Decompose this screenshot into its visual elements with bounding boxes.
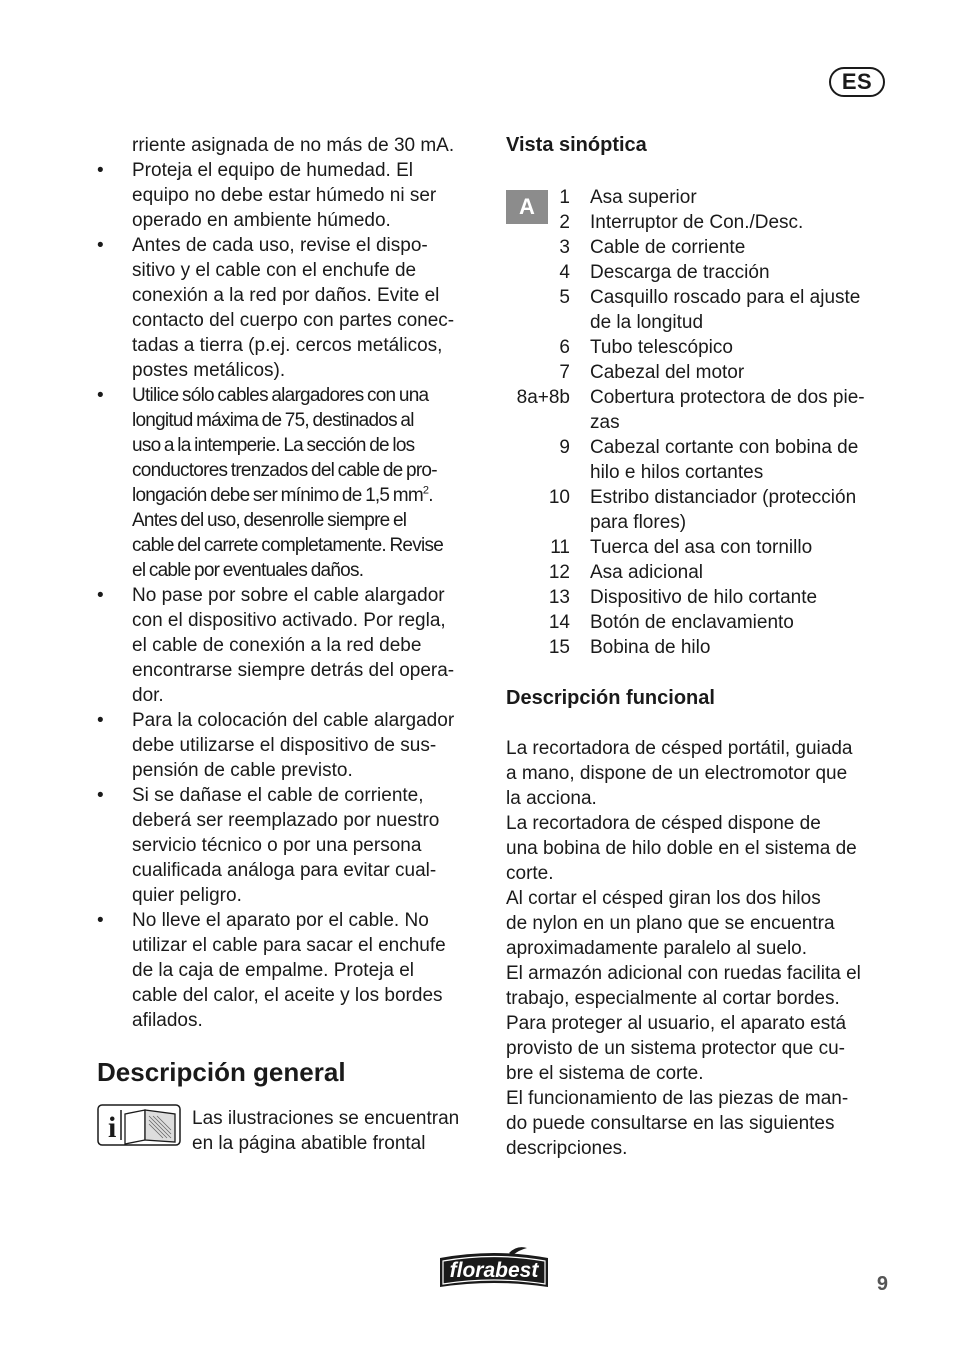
part-number: 10: [548, 487, 570, 508]
part-item: [506, 485, 896, 535]
part-item: [506, 435, 896, 485]
part-label: Asa adicional: [590, 562, 704, 583]
part-item: [506, 535, 896, 560]
part-item: [506, 360, 896, 385]
info-text: Las ilustraciones se encuentran en la página abatible frontal: [192, 1108, 460, 1154]
language-badge: ES: [829, 67, 885, 97]
bullet-text: No lleve el aparato por el cable. No utilizar el cable para sacar el enchufe de la caja de empalme. Proteja el cable del calor, el aceite y los bordes afilados.: [132, 910, 446, 1031]
part-item: [506, 235, 896, 260]
function-description: La recortadora de césped portátil, guiada a mano, dispone de un electromotor que la acciona. La recortadora de césped dispone de una bobina de hilo doble en el sistema de corte. Al cortar el césped giran los dos hilos de nylon en un plano que se encuentra aproximadamente paralelo al suelo. El armazón adicional con ruedas facilita el trabajo, especialmente al cortar bordes. Para proteger al usuario, el aparato está provisto de un sistema protector que cu- bre el sistema de corte. El funcionamiento de las piezas de man- do puede consultarse en las siguientes descripciones.: [506, 738, 861, 1159]
superscript: 2: [422, 484, 429, 497]
part-label: Cobertura protectora de dos pie- zas: [590, 387, 865, 433]
bullet-text: Para la colocación del cable alargador debe utilizarse el dispositivo de sus- pensión de cable previsto.: [132, 710, 455, 781]
bullet-item: [97, 708, 483, 783]
safety-bullet-list: [97, 158, 483, 1033]
part-number: 11: [550, 537, 570, 558]
part-number: 8a+8b: [516, 387, 570, 408]
bullet-text-after: . Antes del uso, desenrolle siempre el cable del carrete completamente. Revise el cable por eventuales daños.: [132, 485, 444, 581]
part-number: 1: [559, 187, 570, 208]
right-column: [506, 133, 896, 1161]
bullet-dot: •: [97, 710, 104, 731]
bullet-item: [97, 908, 483, 1033]
parts-list: [506, 185, 896, 660]
part-label: Botón de enclavamiento: [590, 612, 794, 633]
page-number: 9: [876, 1273, 888, 1295]
part-number: 12: [548, 562, 570, 583]
part-number: 13: [548, 587, 570, 608]
part-number: 5: [559, 287, 570, 308]
part-item: [506, 610, 896, 635]
bullet-dot: •: [97, 585, 104, 606]
bullet-dot: •: [97, 910, 104, 931]
part-label: Asa superior: [590, 187, 697, 208]
part-label: Tubo telescópico: [590, 337, 733, 358]
florabest-logo: [437, 1244, 551, 1289]
bullet-item: [97, 233, 483, 383]
part-item: [506, 335, 896, 360]
part-label: Bobina de hilo: [590, 637, 711, 658]
overview-title: Vista sinóptica: [506, 134, 647, 156]
part-item: [506, 385, 896, 435]
bullet-text: Si se dañase el cable de corriente, deberá ser reemplazado por nuestro servicio técnico o por una persona cualificada análoga para evitar cual- quier peligro.: [132, 785, 440, 906]
svg-text:i: i: [108, 1111, 117, 1144]
part-number: 2: [559, 212, 570, 233]
bullet-dot: •: [97, 785, 104, 806]
bullet-text: No pase por sobre el cable alargador con el dispositivo activado. Por regla, el cable de conexión a la red debe encontrarse siempre detrás del opera- dor.: [132, 585, 455, 706]
part-label: Interruptor de Con./Desc.: [590, 212, 804, 233]
part-item: [506, 635, 896, 660]
part-label: Estribo distanciador (protección para flores): [590, 487, 857, 533]
part-item: [506, 285, 896, 335]
left-column: [97, 133, 483, 1156]
part-number: 3: [559, 237, 570, 258]
bullet-item: [97, 783, 483, 908]
bullet-item: [97, 583, 483, 708]
figure-label-badge: A: [506, 190, 548, 224]
info-book-icon: [97, 1104, 181, 1146]
part-number: 9: [559, 437, 570, 458]
part-item: [506, 560, 896, 585]
function-title: Descripción funcional: [506, 687, 715, 709]
part-number: 6: [559, 337, 570, 358]
part-number: 4: [559, 262, 570, 283]
info-note: [97, 1106, 483, 1156]
part-label: Dispositivo de hilo cortante: [590, 587, 818, 608]
parts-overview: [506, 185, 896, 660]
part-label: Cabezal del motor: [590, 362, 745, 383]
part-label: Descarga de tracción: [590, 262, 770, 283]
part-label: Casquillo roscado para el ajuste de la longitud: [590, 287, 861, 333]
bullet-item: [97, 158, 483, 233]
logo-text: florabest: [449, 1259, 539, 1282]
bullet-dot: •: [97, 385, 103, 406]
bullet-text: Proteja el equipo de humedad. El equipo no debe estar húmedo ni ser operado en ambiente húmedo.: [132, 160, 437, 231]
part-number: 14: [548, 612, 570, 633]
part-item: [506, 260, 896, 285]
bullet-item: [97, 383, 483, 583]
part-item: [506, 585, 896, 610]
section-title: Descripción general: [97, 1057, 346, 1087]
bullet-dot: •: [97, 235, 104, 256]
part-label: Tuerca del asa con tornillo: [590, 537, 813, 558]
bullet-dot: •: [97, 160, 104, 181]
bullet-text: Antes de cada uso, revise el dispo- sitivo y el cable con el enchufe de conexión a la red por daños. Evite el contacto del cuerpo con partes conec- tadas a tierra (p.ej. cercos metálicos, postes metálicos).: [132, 235, 455, 381]
bullet-text: Utilice sólo cables alargadores con una longitud máxima de 75, destinados al uso a la intemperie. La sección de los conductores trenzados del cable de pro- longación debe ser mínimo de 1,5 mm: [132, 385, 437, 506]
part-number: 7: [559, 362, 570, 383]
part-item: [506, 185, 896, 210]
intro-continuation: rriente asignada de no más de 30 mA.: [132, 135, 455, 156]
part-label: Cable de corriente: [590, 237, 746, 258]
part-number: 15: [548, 637, 570, 658]
part-item: [506, 210, 896, 235]
part-label: Cabezal cortante con bobina de hilo e hilos cortantes: [590, 437, 859, 483]
